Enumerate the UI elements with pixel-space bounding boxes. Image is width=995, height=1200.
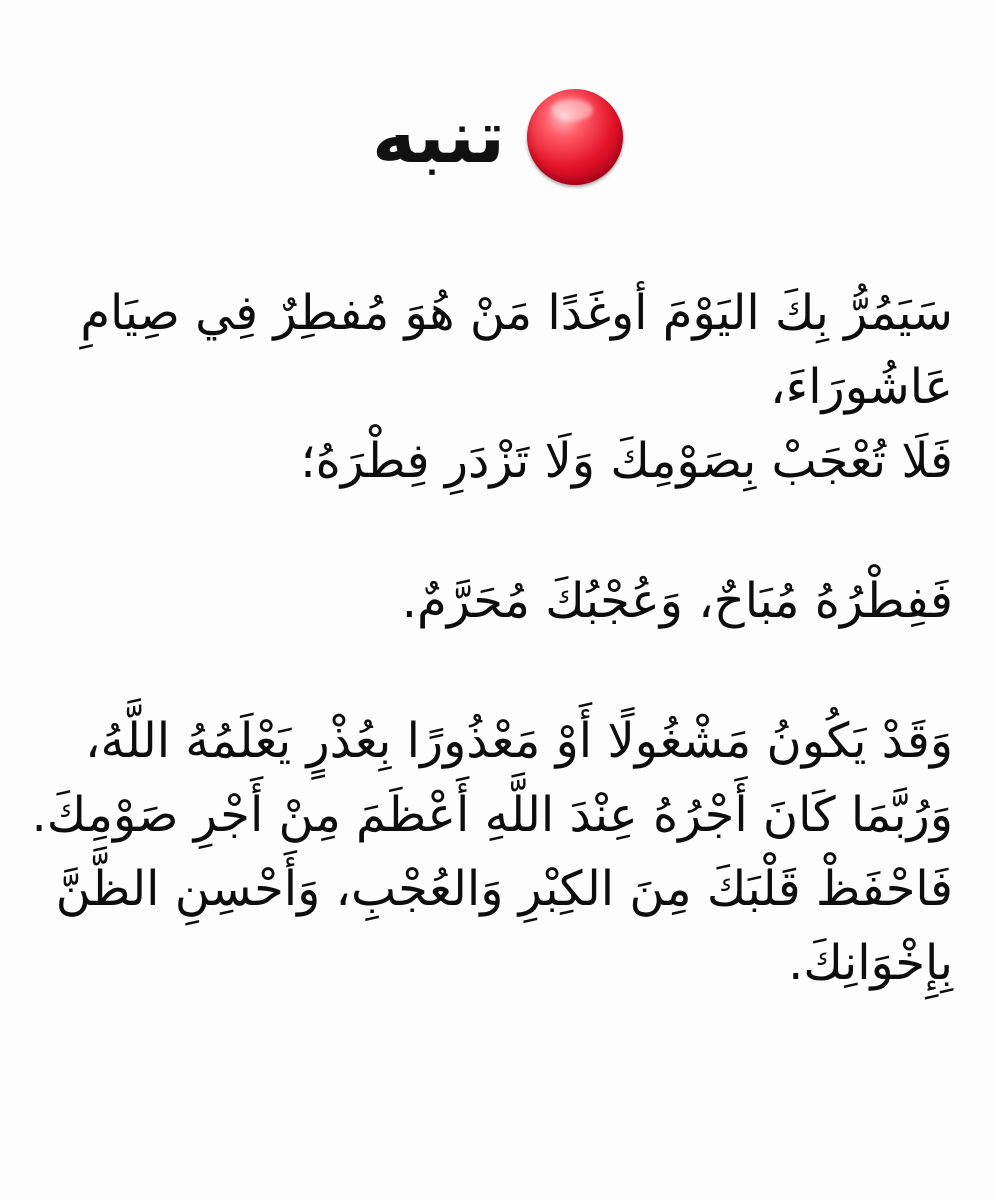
paragraph-1 bbox=[38, 276, 953, 498]
title-row bbox=[0, 82, 995, 192]
page-title: تنبه bbox=[371, 94, 506, 180]
body-text bbox=[31, 276, 953, 1000]
text-line: فَفِطْرُهُ مُبَاحٌ، وَعُجْبُكَ مُحَرَّمٌ. bbox=[401, 573, 953, 629]
text-line: بِإِخْوَانِكَ. bbox=[788, 935, 953, 991]
text-line: سَيَمُرُّ بِكَ اليَوْمَ أوغَدًا مَنْ هُوَ مُفطِرٌ فِي صِيَامِ bbox=[80, 285, 953, 341]
text-line: عَاشُورَاءَ، bbox=[770, 359, 953, 415]
text-line: وَرُبَّمَا كَانَ أَجْرُهُ عِنْدَ اللَّهِ أَعْظَمَ مِنْ أَجْرِ صَوْمِكَ. bbox=[31, 787, 953, 843]
red-circle-icon bbox=[527, 89, 623, 185]
paragraph-3 bbox=[31, 704, 953, 1000]
text-line: فَلَا تُعْجَبْ بِصَوْمِكَ وَلَا تَزْدَرِ فِطْرَهُ؛ bbox=[300, 433, 953, 489]
text-line: فَاحْفَظْ قَلْبَكَ مِنَ الكِبْرِ وَالعُجْبِ، وَأَحْسِنِ الظَّنَّ bbox=[55, 861, 953, 917]
text-line: وَقَدْ يَكُونُ مَشْغُولًا أَوْ مَعْذُورًا بِعُذْرٍ يَعْلَمُهُ اللَّهُ، bbox=[84, 713, 953, 769]
paragraph-2 bbox=[38, 564, 953, 638]
